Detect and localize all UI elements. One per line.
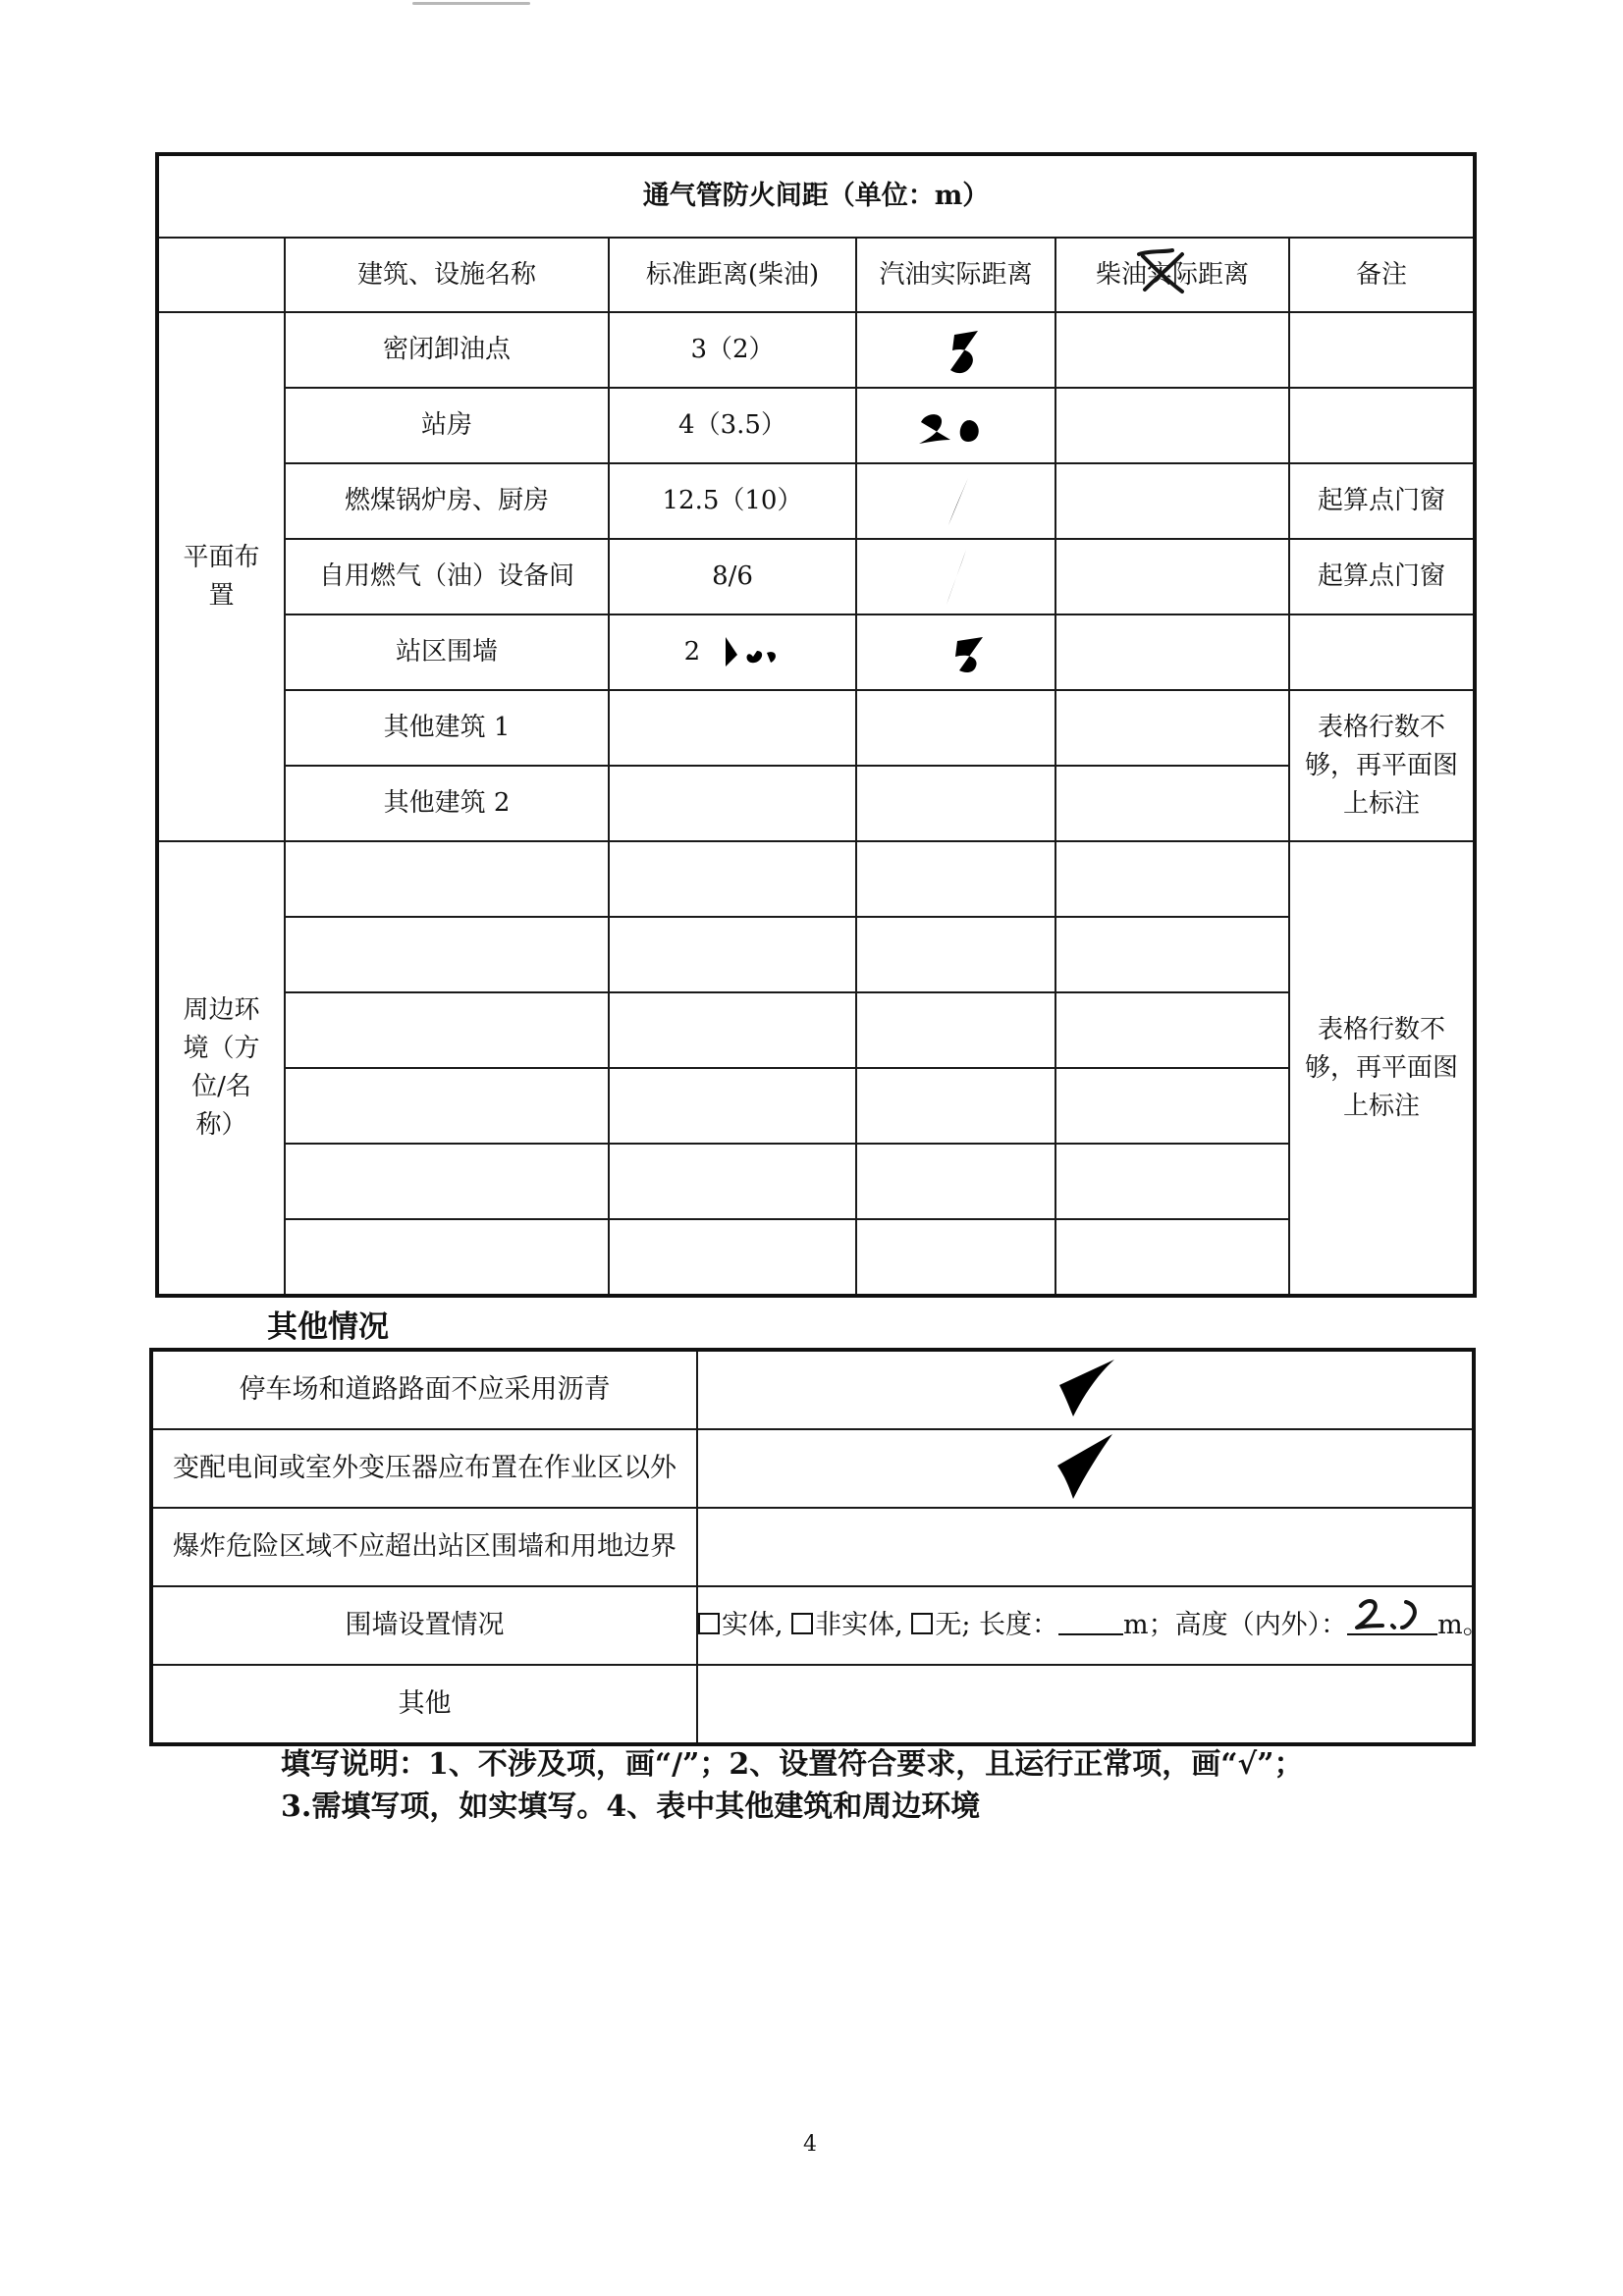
- handwritten-slash: [927, 472, 986, 531]
- blank-cell: [856, 841, 1055, 917]
- row-name: 燃煤锅炉房、厨房: [285, 463, 609, 539]
- row-standard-text: 2: [683, 636, 701, 667]
- row-standard: 8/6: [609, 539, 856, 614]
- row-diesel-actual: [1055, 690, 1289, 766]
- table-title: 通气管防火间距（单位：m）: [157, 154, 1475, 238]
- row-name: 其他建筑 2: [285, 766, 609, 841]
- condition-label: 爆炸危险区域不应超出站区围墙和用地边界: [151, 1508, 697, 1586]
- row-diesel-actual: [1055, 614, 1289, 690]
- header-gasoline-actual: 汽油实际距离: [856, 238, 1055, 312]
- condition-label: 变配电间或室外变压器应布置在作业区以外: [151, 1429, 697, 1508]
- blank-cell: [285, 1068, 609, 1144]
- row-gasoline-actual: [856, 539, 1055, 614]
- handwritten-check-icon: [1046, 1432, 1124, 1505]
- row-gasoline-actual: [856, 312, 1055, 388]
- non-solid-option-label: 非实体: [815, 1609, 895, 1640]
- blank-cell: [285, 1219, 609, 1296]
- blank-cell: [1055, 1144, 1289, 1219]
- row-diesel-actual: [1055, 312, 1289, 388]
- row-gasoline-actual: [856, 388, 1055, 463]
- row-name: 站房: [285, 388, 609, 463]
- condition-value: [697, 1665, 1474, 1744]
- non-solid-checkbox[interactable]: [791, 1613, 813, 1634]
- length-label: 长度：: [979, 1609, 1059, 1640]
- blank-cell: [856, 1144, 1055, 1219]
- page-number: 4: [803, 2132, 817, 2157]
- condition-value: [697, 1350, 1474, 1429]
- blank-cell: [856, 1068, 1055, 1144]
- group-layout-text: 平面布置: [183, 542, 260, 611]
- condition-value: [697, 1429, 1474, 1508]
- blank-cell: [856, 992, 1055, 1068]
- length-unit: m: [1123, 1609, 1149, 1640]
- header-remark: 备注: [1289, 238, 1475, 312]
- row-remark: 起算点门窗: [1289, 539, 1475, 614]
- row-remark: [1289, 614, 1475, 690]
- handwritten-slash: [927, 546, 986, 609]
- overflow-remark-text: 表格行数不够，再平面图上标注: [1305, 712, 1459, 819]
- row-standard: 3（2）: [609, 312, 856, 388]
- vent-pipe-distance-table: [155, 152, 1477, 1298]
- fence-options: 实体, 非实体, 无; 长度： m；高度（内外）： m。: [697, 1586, 1474, 1665]
- handwritten-height-value: [1349, 1590, 1435, 1633]
- row-standard: [609, 766, 856, 841]
- none-checkbox[interactable]: [911, 1613, 933, 1634]
- blank-cell: [609, 1219, 856, 1296]
- blank-cell: [285, 841, 609, 917]
- header-name: 建筑、设施名称: [285, 238, 609, 312]
- blank-cell: [609, 992, 856, 1068]
- header-blank: [157, 238, 285, 312]
- blank-cell: [1055, 1219, 1289, 1296]
- blank-cell: [1055, 1068, 1289, 1144]
- blank-cell: [285, 992, 609, 1068]
- row-diesel-actual: [1055, 388, 1289, 463]
- surroundings-remark: [1289, 841, 1475, 1296]
- row-gasoline-actual: [856, 614, 1055, 690]
- handwritten-value-20: [907, 397, 1005, 455]
- other-section-title: 其他情况: [267, 1309, 389, 1345]
- row-gasoline-actual: [856, 690, 1055, 766]
- row-name: 密闭卸油点: [285, 312, 609, 388]
- row-name: 自用燃气（油）设备间: [285, 539, 609, 614]
- instruction-line-2: 3.需填写项，如实填写。4、表中其他建筑和周边环境: [281, 1789, 981, 1824]
- other-conditions-table: [149, 1348, 1489, 1746]
- row-name: 站区围墙: [285, 614, 609, 690]
- condition-label: 停车场和道路路面不应采用沥青: [151, 1350, 697, 1429]
- header-standard: 标准距离(柴油): [609, 238, 856, 312]
- row-diesel-actual: [1055, 766, 1289, 841]
- surroundings-remark-text: 表格行数不够，再平面图上标注: [1305, 1014, 1459, 1121]
- row-diesel-actual: [1055, 463, 1289, 539]
- row-standard: [609, 690, 856, 766]
- blank-cell: [609, 1144, 856, 1219]
- row-remark-overflow: [1289, 690, 1475, 841]
- row-diesel-actual: [1055, 539, 1289, 614]
- handwritten-value-i5: [917, 321, 996, 380]
- length-field[interactable]: [1058, 1612, 1123, 1635]
- row-standard: 4（3.5）: [609, 388, 856, 463]
- handwritten-scribble: [718, 631, 781, 674]
- height-field[interactable]: [1347, 1612, 1437, 1635]
- row-remark: [1289, 312, 1475, 388]
- blank-cell: [285, 917, 609, 992]
- condition-label: 其他: [151, 1665, 697, 1744]
- blank-cell: [285, 1144, 609, 1219]
- blank-cell: [856, 1219, 1055, 1296]
- scan-artifact: [412, 2, 530, 5]
- row-remark: 起算点门窗: [1289, 463, 1475, 539]
- group-surroundings-text: 周边环境（方位/名称）: [183, 995, 260, 1140]
- row-standard: 12.5（10）: [609, 463, 856, 539]
- height-unit: m。: [1437, 1609, 1489, 1640]
- blank-cell: [1055, 841, 1289, 917]
- header-diesel-actual-text: 柴油实际距离: [1095, 260, 1249, 290]
- handwritten-check-icon: [1046, 1356, 1124, 1424]
- solid-checkbox[interactable]: [698, 1613, 720, 1634]
- row-gasoline-actual: [856, 463, 1055, 539]
- group-layout-label: [157, 312, 285, 841]
- condition-label: 围墙设置情况: [151, 1586, 697, 1665]
- blank-cell: [1055, 917, 1289, 992]
- blank-cell: [609, 917, 856, 992]
- condition-value: [697, 1508, 1474, 1586]
- handwritten-value-15: [902, 627, 1010, 678]
- row-standard: [609, 614, 856, 690]
- instruction-line-1: 填写说明：1、不涉及项，画“/”；2、设置符合要求，且运行正常项，画“√”；: [281, 1747, 1304, 1782]
- row-remark: [1289, 388, 1475, 463]
- row-name: 其他建筑 1: [285, 690, 609, 766]
- none-option-label: 无: [935, 1609, 962, 1640]
- blank-cell: [856, 917, 1055, 992]
- blank-cell: [609, 841, 856, 917]
- blank-cell: [609, 1068, 856, 1144]
- solid-option-label: 实体: [722, 1609, 775, 1640]
- blank-cell: [1055, 992, 1289, 1068]
- header-diesel-actual: [1055, 238, 1289, 312]
- height-label: ；高度（内外）：: [1148, 1609, 1348, 1640]
- group-surroundings-label: [157, 841, 285, 1296]
- row-gasoline-actual: [856, 766, 1055, 841]
